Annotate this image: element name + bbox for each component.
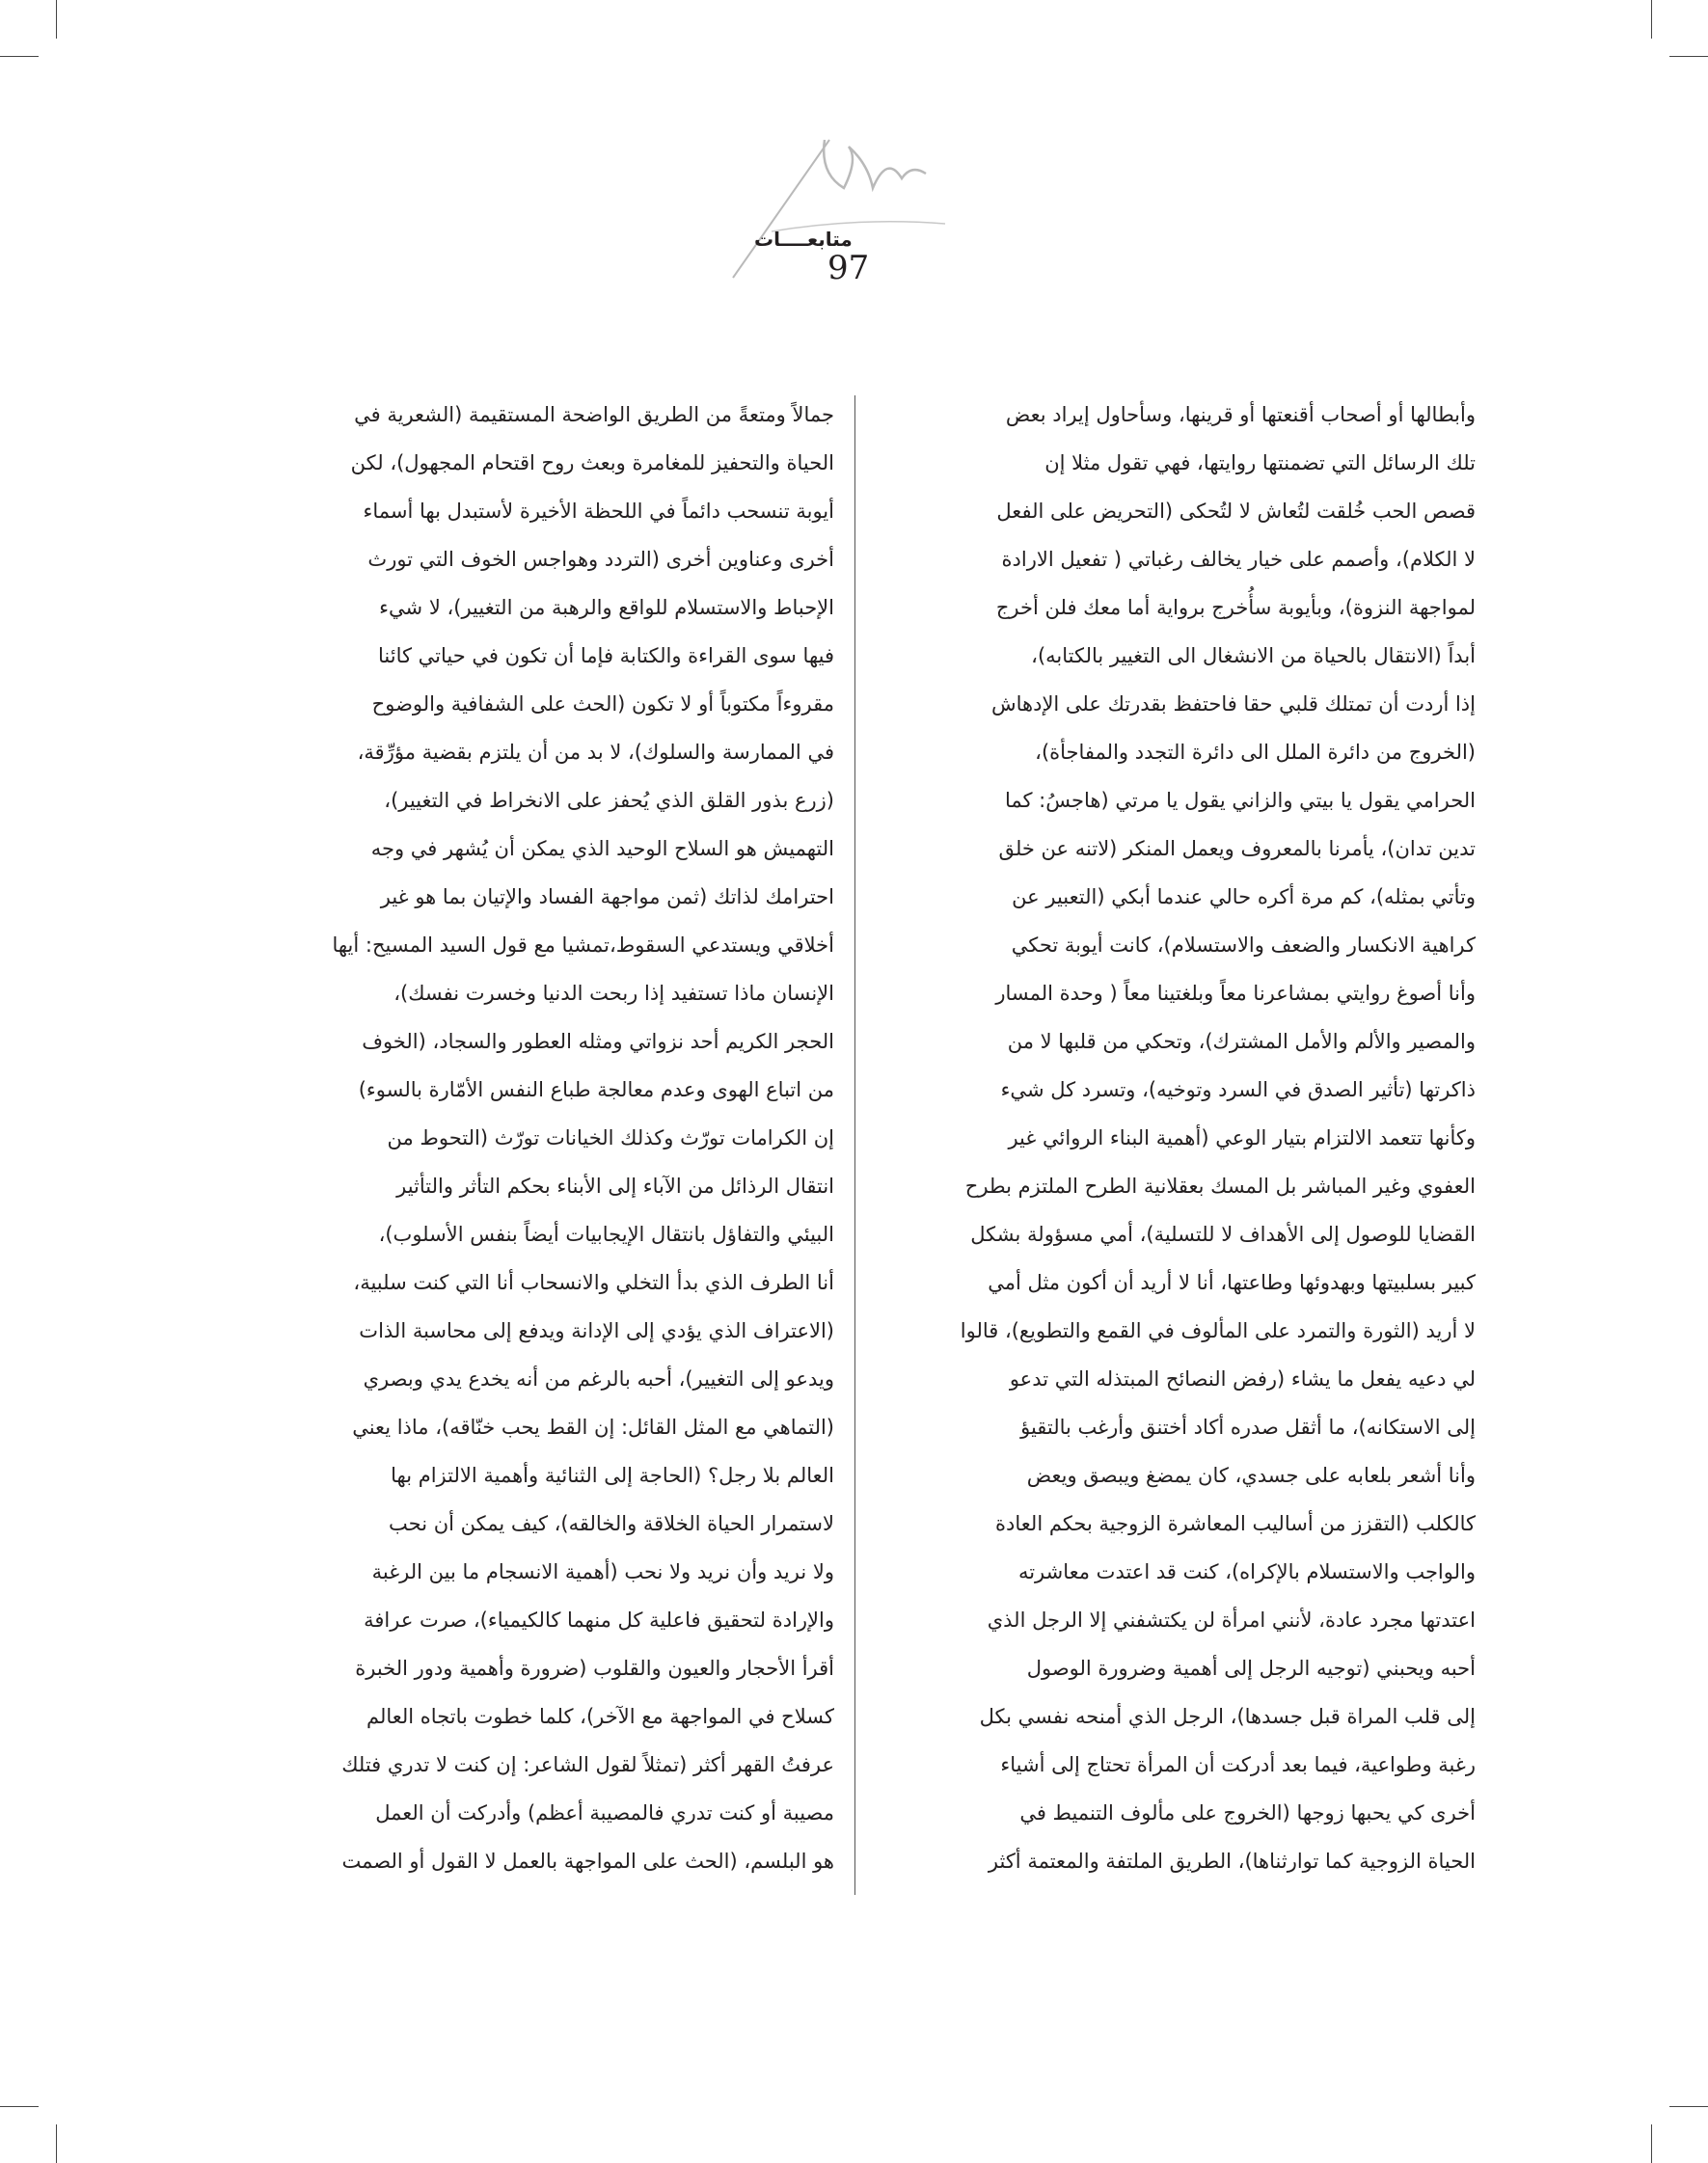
text-line: لي دعيه يفعل ما يشاء (رفض النصائح المبتذله التي تدعو: [1009, 1367, 1476, 1391]
text-line: الإحباط والاستسلام للواقع والرهبة من التغيير)، لا شيء: [379, 596, 834, 619]
page-header: [714, 135, 964, 287]
text-line: إن الكرامات تورّث وكذلك الخيانات تورّث (التحوط من: [387, 1126, 834, 1149]
text-line: التهميش هو السلاح الوحيد الذي يمكن أن يُشهر في وجه: [370, 837, 834, 860]
text-line: احترامك لذاتك (ثمن مواجهة الفساد والإتيان بما هو غير: [380, 885, 834, 908]
text-line: كالكلب (التقزز من أساليب المعاشرة الزوجية بحكم العادة: [995, 1512, 1476, 1535]
text-line: (الاعتراف الذي يؤدي إلى الإدانة ويدفع إلى محاسبة الذات: [359, 1319, 834, 1342]
text-line: لا أريد (الثورة والتمرد على المألوف في القمع والتطويع)، قالوا: [960, 1319, 1476, 1342]
text-line: الحياة الزوجية كما توارثناها)، الطريق الملتفة والمعتمة أكثر: [988, 1850, 1476, 1873]
text-line: مصيبة أو كنت تدري فالمصيبة أعظم) وأدركت أن العمل: [375, 1801, 834, 1825]
text-line: والواجب والاستسلام بالإكراه)، كنت قد اعتدت معاشرته: [1017, 1560, 1476, 1583]
text-line: أقرأ الأحجار والعيون والقلوب (ضرورة وأهمية ودور الخبرة: [355, 1657, 834, 1680]
crop-mark: [1669, 56, 1708, 57]
text-line: (التماهي مع المثل القائل: إن القط يحب خنّاقه)، ماذا يعني: [352, 1416, 834, 1439]
page-number: 97: [827, 249, 870, 287]
text-line: انتقال الرذائل من الآباء إلى الأبناء بحكم التأثر والتأثير: [396, 1175, 834, 1198]
text-line: أحبه ويحبني (توجيه الرجل إلى أهمية وضرورة الوصول: [1026, 1657, 1476, 1680]
text-line: ويدعو إلى التغيير)، أحبه بالرغم من أنه يخدع يدي وبصري: [363, 1367, 834, 1391]
text-line: إلى قلب المراة قبل جسدها)، الرجل الذي أمنحه نفسي بكل: [979, 1705, 1476, 1728]
text-line: اعتدتها مجرد عادة، لأنني امرأة لن يكتشفني إلا الرجل الذي: [987, 1609, 1476, 1632]
section-title: متابعــــات: [754, 228, 853, 251]
text-line: عرفتُ القهر أكثر (تمثلاً لقول الشاعر: إن كنت لا تدري فتلك: [341, 1753, 834, 1776]
text-line: من اتباع الهوى وعدم معالجة طباع النفس الأمّارة بالسوء): [358, 1078, 834, 1101]
column-divider: [854, 395, 855, 1895]
crop-mark: [1669, 2106, 1708, 2107]
text-line: كراهية الانكسار والضعف والاستسلام)، كانت أيوبة تحكي: [1011, 933, 1476, 957]
crop-mark: [0, 56, 39, 57]
text-line: رغبة وطواعية، فيما بعد أدركت أن المرأة تحتاج إلى أشياء: [1000, 1753, 1476, 1776]
crop-mark: [56, 2124, 57, 2163]
text-line: لمواجهة النزوة)، وبأيوبة سأُخرج برواية أما معك فلن أخرج: [995, 596, 1476, 619]
text-line: ذاكرتها (تأثير الصدق في السرد وتوخيه)، وتسرد كل شيء: [1000, 1078, 1476, 1101]
text-line: (الخروج من دائرة الملل الى دائرة التجدد والمفاجأة)،: [1035, 741, 1476, 764]
text-line: هو البلسم، (الحث على المواجهة بالعمل لا القول أو الصمت: [341, 1850, 834, 1873]
text-line: العالم بلا رجل؟ (الحاجة إلى الثنائية وأهمية الالتزام بها: [391, 1464, 834, 1487]
text-line: الحياة والتحفيز للمغامرة وبعث روح اقتحام المجهول)، لكن: [350, 451, 834, 474]
text-line: أخلاقي ويستدعي السقوط،تمشيا مع قول السيد المسيح: أيها: [332, 933, 834, 957]
text-line: العفوي وغير المباشر بل المسك بعقلانية الطرح الملتزم بطرح: [964, 1175, 1476, 1198]
text-line: وأنا أصوغ روايتي بمشاعرنا معاً وبلغتينا معاً ( وحدة المسار: [995, 982, 1476, 1005]
text-line: إذا أردت أن تمتلك قلبي حقا فاحتفظ بقدرتك على الإدهاش: [990, 692, 1476, 716]
crop-mark: [0, 2106, 39, 2107]
text-line: قصص الحب خُلقت لتُعاش لا لتُحكى (التحريض على الفعل: [996, 500, 1476, 523]
text-line: كسلاح في المواجهة مع الآخر)، كلما خطوت باتجاه العالم: [366, 1705, 834, 1728]
text-line: كبير بسلبيتها وبهدوئها وطاعتها، أنا لا أريد أن أكون مثل أمي: [988, 1271, 1476, 1294]
crop-mark: [1651, 0, 1652, 39]
text-line: وأبطالها أو أصحاب أقنعتها أو قرينها، وسأحاول إيراد بعض: [1005, 403, 1476, 426]
text-line: وكأنها تتعمد الالتزام بتيار الوعي (أهمية البناء الروائي غير: [1008, 1126, 1476, 1149]
right-column: [873, 391, 1476, 1885]
text-line: وأنا أشعر بلعابه على جسدي، كان يمضغ ويبصق ويعض: [1026, 1464, 1476, 1487]
text-line: والإرادة لتحقيق فاعلية كل منهما كالكيمياء)، صرت عرافة: [364, 1609, 834, 1632]
text-line: أخرى وعناوين أخرى (التردد وهواجس الخوف التي تورث: [367, 548, 834, 571]
crop-mark: [56, 0, 57, 39]
text-line: تلك الرسائل التي تضمنتها روايتها، فهي تقول مثلا إن: [1044, 451, 1476, 474]
text-line: (زرع بذور القلق الذي يُحفز على الانخراط في التغيير)،: [384, 789, 834, 812]
text-line: أيوبة تنسحب دائماً في اللحظة الأخيرة لأستبدل بها أسماء: [363, 500, 834, 523]
text-line: الحجر الكريم أحد نزواتي ومثله العطور والسجاد، (الخوف: [362, 1030, 834, 1053]
left-column: [231, 391, 834, 1885]
text-line: الإنسان ماذا تستفيد إذا ربحت الدنيا وخسرت نفسك)،: [393, 982, 834, 1005]
crop-mark: [1651, 2124, 1652, 2163]
text-line: أبداً (الانتقال بالحياة من الانشغال الى التغيير بالكتابه)،: [1031, 644, 1476, 667]
text-line: فيها سوى القراءة والكتابة فإما أن تكون في حياتي كائنا: [377, 644, 834, 667]
text-line: مقروءاً مكتوباً أو لا تكون (الحث على الشفافية والوضوح: [371, 692, 834, 716]
text-line: أخرى كي يحبها زوجها (الخروج على مألوف التنميط في: [1019, 1801, 1476, 1825]
text-line: وتأتي بمثله)، كم مرة أكره حالي عندما أبكي (التعبير عن: [1012, 885, 1476, 908]
text-line: جمالاً ومتعةً من الطريق الواضحة المستقيمة (الشعرية في: [354, 403, 834, 426]
text-line: أنا الطرف الذي بدأ التخلي والانسحاب أنا التي كنت سلبية،: [353, 1271, 834, 1294]
text-line: ولا نريد وأن نريد ولا نحب (أهمية الانسجام ما بين الرغبة: [371, 1560, 834, 1583]
text-line: القضايا للوصول إلى الأهداف لا للتسلية)، أمي مسؤولة بشكل: [970, 1223, 1476, 1246]
text-line: البيئي والتفاؤل بانتقال الإيجابيات أيضاً بنفس الأسلوب)،: [378, 1223, 834, 1246]
text-line: الحرامي يقول يا بيتي والزاني يقول يا مرتي (هاجسُ: كما: [1004, 789, 1476, 812]
text-line: لاستمرار الحياة الخلاقة والخالقه)، كيف يمكن أن نحب: [389, 1512, 834, 1535]
text-line: إلى الاستكانه)، ما أثقل صدره أكاد أختنق وأرغب بالتقيؤ: [1020, 1416, 1476, 1439]
text-line: في الممارسة والسلوك)، لا بد من أن يلتزم بقضية مؤرِّقة،: [357, 741, 834, 764]
text-line: لا الكلام)، وأصمم على خيار يخالف رغباتي ( تفعيل الارادة: [1001, 548, 1476, 571]
text-line: والمصير والألم والأمل المشترك)، وتحكي من قلبها لا من: [1007, 1030, 1476, 1053]
text-line: تدين تدان)، يأمرنا بالمعروف ويعمل المنكر (لاتنه عن خلق: [998, 837, 1476, 860]
